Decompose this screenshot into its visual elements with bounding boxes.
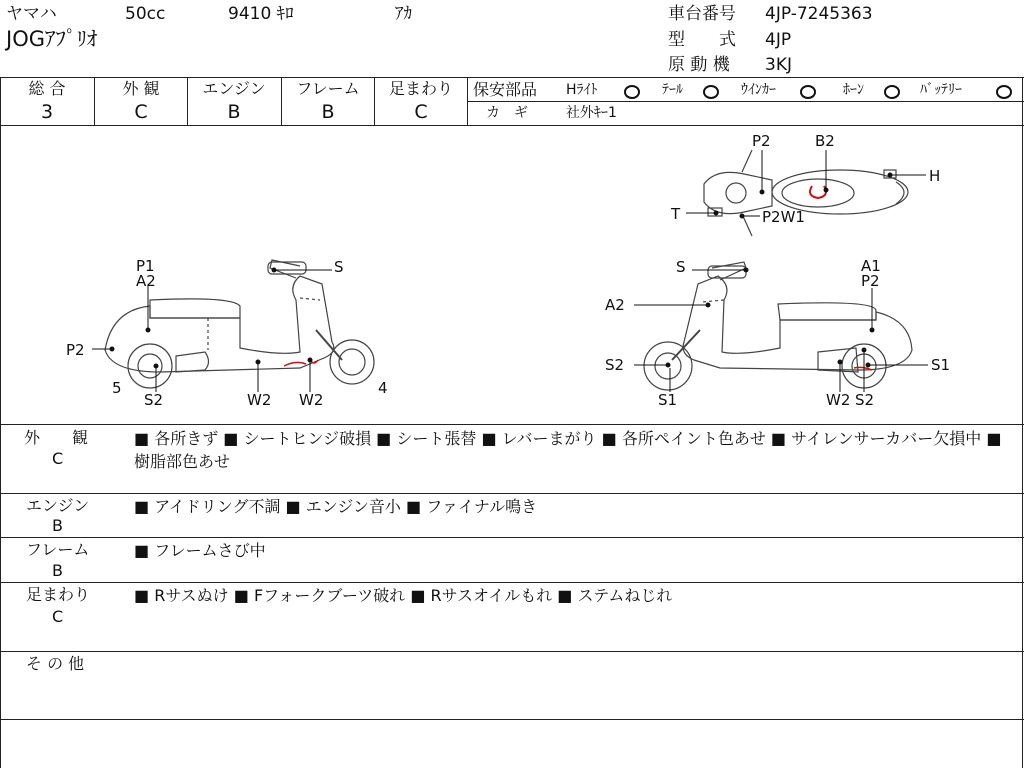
section-grade-suspension: C [52,607,64,626]
divider [0,537,1024,538]
scooter-top-view [704,150,908,236]
frame-no-label: 車台番号 [668,4,736,24]
divider [374,77,375,125]
label-s2: S2 [855,391,875,409]
label-a1: A1 [861,257,881,275]
label-t: T [671,205,681,223]
engine-value: 3KJ [765,55,792,75]
label-a2: A2 [605,296,625,314]
label-s: S [334,258,344,276]
label-b2: B2 [815,132,835,150]
label-p2: P2 [66,341,85,359]
divider [187,77,188,125]
divider [467,101,1024,102]
label-s2: S2 [144,391,164,409]
section-grade-frame: B [52,561,63,580]
label-w2: W2 [247,391,272,409]
divider [467,77,468,125]
section-label-exterior: 外 観 [24,428,89,447]
label-4: 4 [378,379,388,397]
grade-label-overall: 総 合 [28,79,66,98]
label-a2: A2 [136,272,156,290]
safety-label: 保安部品 [473,80,538,99]
section-label-engine: エンジン [26,496,90,515]
mileage: 9410 ｷﾛ [228,4,294,24]
label-s1: S1 [658,391,678,409]
ok-mark [884,85,900,99]
section-label-other: そ の 他 [26,654,85,673]
label-w2: W2 [826,391,851,409]
grade-value-suspension: C [414,101,428,123]
safety-item-horn: ﾎｰﾝ [843,82,864,98]
displacement: 50cc [125,4,166,24]
damage-mark [284,360,318,366]
section-label-frame: フレーム [26,540,90,559]
label-s2: S2 [605,356,625,374]
grade-value-frame: B [321,101,335,123]
divider [0,424,1024,425]
engine-label: 原 動 機 [668,55,730,75]
ok-mark [624,85,640,99]
safety-item-tail: ﾃｰﾙ [662,82,683,98]
grade-label-exterior: 外 観 [122,79,160,98]
divider [0,582,1024,583]
label-s1: S1 [931,356,951,374]
safety-item-battery: ﾊﾞｯﾃﾘｰ [920,82,962,98]
section-text-suspension: ■ Rサスぬけ ■ Fフォークブーツ破れ ■ Rサスオイルもれ ■ ステムねじれ [134,586,673,605]
label-w2: W2 [299,391,324,409]
divider [0,493,1024,494]
frame-no: 4JP-7245363 [765,4,873,24]
ok-mark [996,85,1012,99]
safety-item-headlight: Hﾗｲﾄ [566,82,598,98]
label-p2: P2 [752,132,771,150]
body-color: ｱｶ [395,4,412,24]
section-text-exterior: ■ 各所きず ■ シートヒンジ破損 ■ シート張替 ■ レバーまがり ■ 各所ペイント色あせ ■ サイレンサーカバー欠損中 ■ 樹脂部色あせ [134,429,1002,471]
divider [94,77,95,125]
section-text-engine: ■ アイドリング不調 ■ エンジン音小 ■ ファイナル鳴き [134,497,538,516]
label-h: H [929,167,941,185]
label-5: 5 [112,379,122,397]
grade-value-exterior: C [134,101,148,123]
key-value: 社外ｷｰ1 [566,105,617,121]
label-p2w1: P2W1 [762,208,805,226]
divider [0,77,1024,78]
grade-value-engine: B [227,101,241,123]
scooter-diagram [0,126,1024,424]
section-grade-engine: B [52,516,63,535]
ok-mark [800,85,816,99]
grade-label-suspension: 足まわり [388,79,453,98]
ok-mark [703,85,719,99]
label-s: S [676,258,686,276]
grade-label-frame: フレーム [296,79,360,98]
label-p1: P1 [136,257,155,275]
divider [0,651,1024,652]
model-name: JOGｱﾌﾟﾘｵ [6,27,98,51]
safety-item-winker: ｳｲﾝｶｰ [741,82,776,98]
divider [281,77,282,125]
type-value: 4JP [765,30,792,50]
grade-value-overall: 3 [40,101,54,123]
key-label: カ ギ [486,105,528,121]
divider [0,719,1024,720]
section-grade-exterior: C [52,449,64,468]
damage-mark [810,186,826,198]
section-text-frame: ■ フレームさび中 [134,541,266,560]
grade-label-engine: エンジン [202,79,266,98]
label-p2: P2 [861,272,880,290]
maker: ヤマハ [6,4,57,24]
section-label-suspension: 足まわり [26,585,91,604]
type-label: 型 式 [668,30,736,50]
